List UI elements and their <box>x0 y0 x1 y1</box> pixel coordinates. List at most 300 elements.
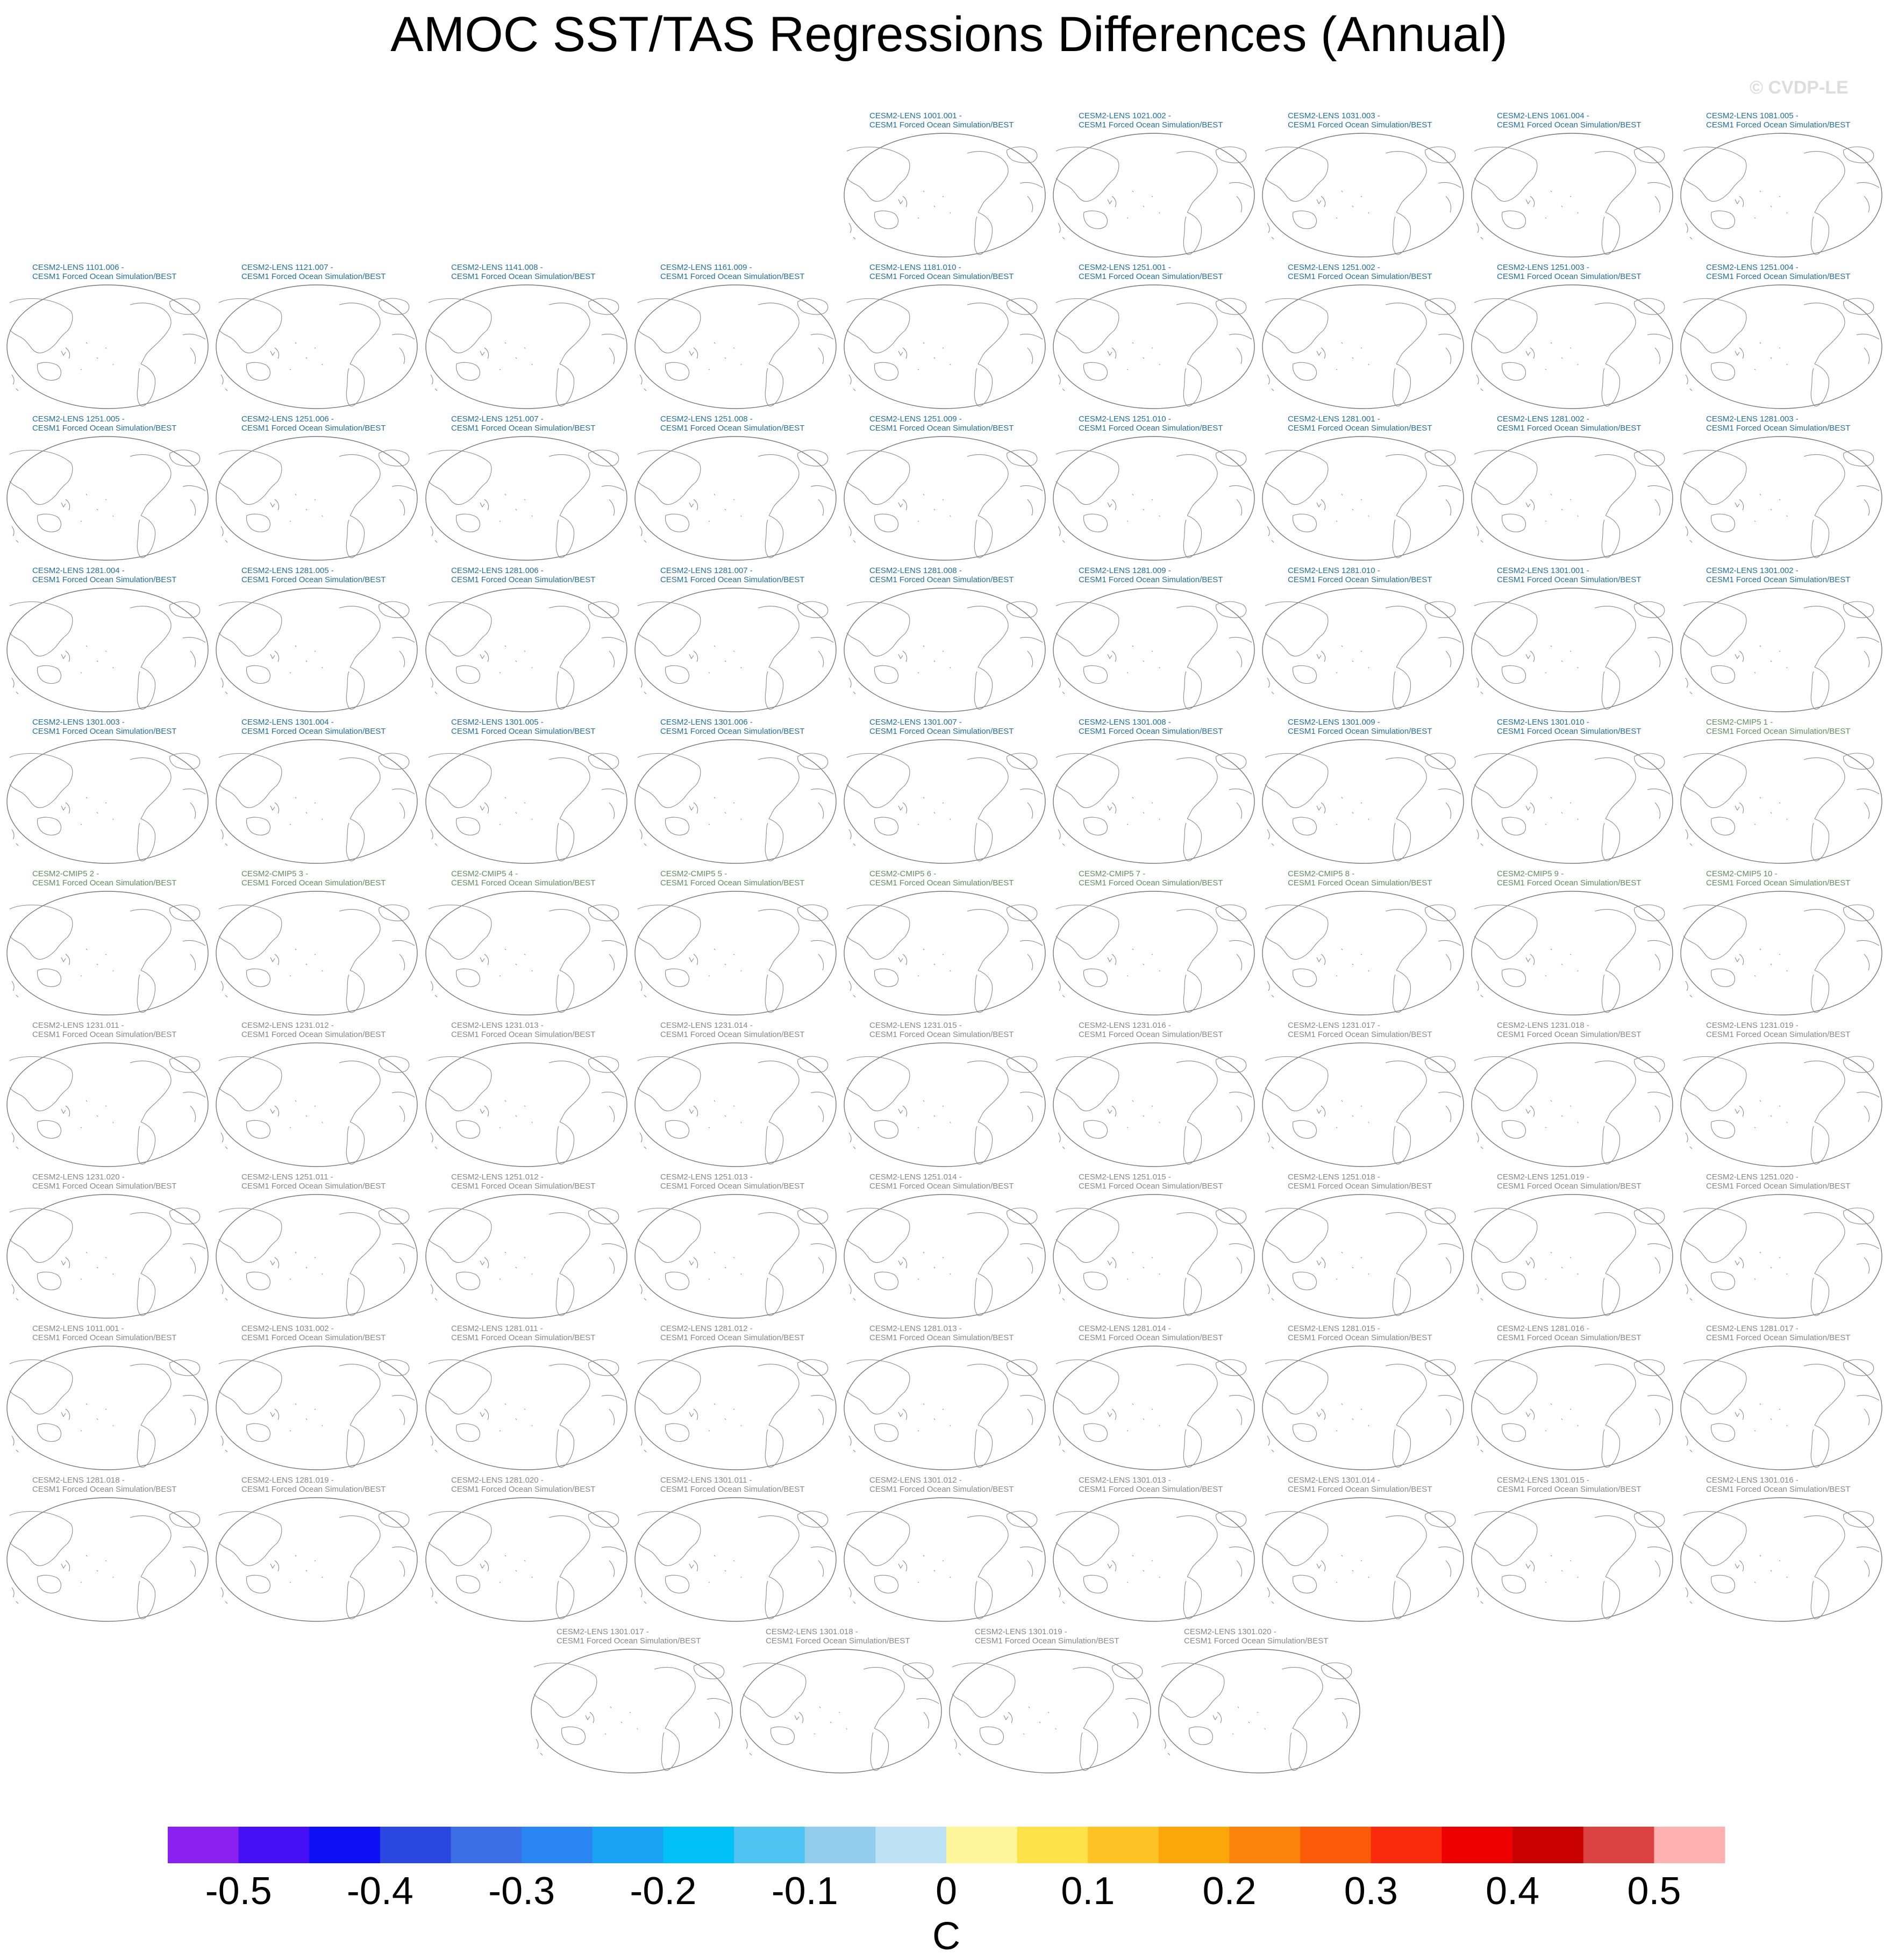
coastline <box>874 211 898 228</box>
coastline <box>1386 758 1426 819</box>
panel-label <box>1497 1172 1641 1191</box>
coastline <box>392 1395 415 1425</box>
coastline <box>1476 1436 1483 1452</box>
coastline <box>811 789 833 819</box>
coastline <box>1183 1577 1201 1619</box>
map-boundary <box>1053 1043 1254 1167</box>
coastline <box>1474 147 1537 201</box>
coastline <box>1502 1575 1525 1593</box>
coastline <box>81 1555 113 1583</box>
coastline <box>1267 375 1274 391</box>
colorbar-tick-label: 0.3 <box>1344 1870 1398 1913</box>
map-panel <box>1052 1021 1261 1167</box>
coastline <box>1647 182 1670 212</box>
coastline <box>1476 375 1483 391</box>
panel-label-reference: CESM1 Forced Ocean Simulation/BEST <box>241 1485 386 1494</box>
coastline <box>1176 606 1217 667</box>
coastline <box>1336 1404 1369 1431</box>
panel-label-reference: CESM1 Forced Ocean Simulation/BEST <box>32 1485 177 1494</box>
world-map <box>215 283 419 410</box>
world-map <box>1261 1041 1465 1168</box>
panel-label <box>869 1172 1014 1191</box>
coastline <box>640 829 646 846</box>
panel-label <box>1288 1172 1432 1191</box>
coastline <box>1804 1364 1845 1425</box>
panel-label-member: CESM2-LENS 1281.008 - <box>869 566 962 575</box>
coastline <box>849 829 855 846</box>
panel-label-reference: CESM1 Forced Ocean Simulation/BEST <box>1497 1485 1642 1494</box>
map-boundary <box>426 891 627 1015</box>
coastline <box>431 375 437 391</box>
panel-label-reference: CESM1 Forced Ocean Simulation/BEST <box>1706 424 1851 433</box>
panel-label-reference: CESM1 Forced Ocean Simulation/BEST <box>1706 727 1851 736</box>
panel-label <box>1079 869 1223 888</box>
coastline <box>290 1100 323 1128</box>
coastline <box>1647 1395 1670 1425</box>
coastline <box>1393 1425 1410 1468</box>
world-map <box>1470 435 1674 562</box>
map-panel <box>948 1627 1158 1773</box>
world-map <box>424 1344 629 1471</box>
coastline <box>1056 1208 1119 1262</box>
coastline <box>849 1133 855 1149</box>
world-map <box>843 586 1047 713</box>
map-boundary <box>1053 1346 1254 1470</box>
panel-label-reference: CESM1 Forced Ocean Simulation/BEST <box>1706 1485 1851 1494</box>
panel-label-reference: CESM1 Forced Ocean Simulation/BEST <box>1288 272 1432 281</box>
world-map <box>5 435 210 562</box>
map-panel <box>1052 566 1261 712</box>
panel-label <box>451 414 595 433</box>
coastline <box>1545 342 1578 370</box>
panel-label-member: CESM2-LENS 1031.002 - <box>241 1324 334 1333</box>
panel-label-member: CESM2-LENS 1301.004 - <box>241 718 334 727</box>
coastline <box>500 1404 532 1431</box>
world-map <box>1052 283 1256 410</box>
coastline <box>974 819 992 861</box>
coastline <box>758 910 799 970</box>
coastline <box>1754 494 1787 521</box>
coastline <box>1317 954 1325 965</box>
coastline <box>1595 303 1636 364</box>
coastline <box>1857 1092 1879 1122</box>
coastline <box>1393 364 1410 406</box>
world-map <box>215 586 419 713</box>
coastline <box>37 969 61 986</box>
coastline <box>1336 1100 1369 1128</box>
coastline <box>638 602 701 656</box>
coastline <box>12 829 18 846</box>
map-boundary <box>1262 1043 1464 1167</box>
coastline <box>1683 1056 1746 1111</box>
coastline <box>130 1516 171 1577</box>
panel-label-reference: CESM1 Forced Ocean Simulation/BEST <box>1497 1182 1642 1191</box>
coastline <box>849 1284 855 1300</box>
panel-label-reference: CESM1 Forced Ocean Simulation/BEST <box>1706 575 1851 584</box>
coastline <box>290 1404 323 1431</box>
coastline <box>1213 1712 1222 1723</box>
coastline <box>1811 516 1829 558</box>
coastline <box>1058 981 1065 997</box>
map-panel <box>1261 869 1471 1015</box>
map-panel <box>1261 1172 1471 1319</box>
map-panel <box>5 718 215 864</box>
coastline <box>1183 212 1201 255</box>
world-map <box>633 283 838 410</box>
coastline <box>1336 1555 1369 1583</box>
coastline <box>640 678 646 694</box>
map-boundary <box>635 285 836 409</box>
panel-label-member: CESM2-LENS 1251.014 - <box>869 1172 962 1182</box>
map-boundary <box>216 1194 417 1318</box>
coastline <box>602 485 624 516</box>
coastline <box>1386 1364 1426 1425</box>
map-boundary <box>635 740 836 863</box>
world-map <box>5 890 210 1017</box>
coastline <box>429 450 491 504</box>
world-map <box>5 283 210 410</box>
world-map <box>424 1041 629 1168</box>
coastline <box>847 450 910 504</box>
coastline <box>847 1208 910 1262</box>
coastline <box>967 455 1008 516</box>
panel-label <box>32 1172 176 1191</box>
map-boundary <box>1681 437 1882 560</box>
map-panel <box>424 566 634 712</box>
coastline <box>1176 303 1217 364</box>
coastline <box>183 334 205 364</box>
map-panel <box>215 1021 424 1167</box>
coastline <box>1386 606 1426 667</box>
coastline <box>1317 499 1325 510</box>
panel-label-member: CESM2-LENS 1161.009 - <box>660 263 752 272</box>
coastline <box>709 342 741 370</box>
coastline <box>709 494 741 521</box>
panel-label-member: CESM2-CMIP5 3 - <box>241 869 309 878</box>
coastline <box>219 753 282 807</box>
coastline <box>1502 969 1525 986</box>
coastline <box>1183 516 1201 558</box>
panel-label-reference: CESM1 Forced Ocean Simulation/BEST <box>1497 1030 1642 1039</box>
coastline <box>811 940 833 970</box>
panel-label <box>451 1172 595 1191</box>
map-panel <box>843 1021 1052 1167</box>
panel-label <box>1079 111 1223 130</box>
coastline <box>1020 1092 1043 1122</box>
coastline <box>765 1577 783 1619</box>
panel-label-member: CESM2-LENS 1281.017 - <box>1706 1324 1799 1333</box>
coastline <box>1545 646 1578 673</box>
coastline <box>954 1739 961 1755</box>
world-map <box>1679 1041 1883 1168</box>
coastline <box>1083 1575 1107 1593</box>
world-map <box>633 1041 838 1168</box>
panel-label-member: CESM2-CMIP5 8 - <box>1288 869 1355 878</box>
coastline <box>290 342 323 370</box>
map-panel <box>633 566 843 712</box>
coastline <box>1476 678 1483 694</box>
coastline <box>12 1133 18 1149</box>
coastline <box>638 1208 701 1262</box>
coastline <box>1545 494 1578 521</box>
panel-label-reference: CESM1 Forced Ocean Simulation/BEST <box>451 1333 596 1342</box>
panel-label-member: CESM2-LENS 1011.001 - <box>32 1324 124 1333</box>
coastline <box>1176 758 1217 819</box>
coastline <box>1176 1213 1217 1274</box>
coastline <box>1686 1284 1692 1300</box>
map-boundary <box>635 437 836 560</box>
world-map <box>424 435 629 562</box>
panel-label <box>660 566 804 584</box>
coastline <box>392 1092 415 1122</box>
coastline <box>1647 940 1670 970</box>
coastline <box>270 1561 279 1571</box>
panel-label-reference: CESM1 Forced Ocean Simulation/BEST <box>869 120 1014 130</box>
panel-label <box>1288 1476 1432 1494</box>
coastline <box>1317 803 1325 813</box>
coastline <box>392 334 415 364</box>
coastline <box>638 1056 701 1111</box>
coastline <box>10 1360 73 1414</box>
coastline <box>918 342 951 370</box>
coastline <box>1265 753 1328 807</box>
coastline <box>1183 819 1201 861</box>
colorbar-tick-label: 0 <box>935 1870 958 1913</box>
coastline <box>707 1698 730 1728</box>
coastline <box>1161 1663 1224 1717</box>
map-boundary <box>216 588 417 712</box>
coastline <box>1502 817 1525 835</box>
coastline <box>1189 1727 1212 1744</box>
coastline <box>974 1577 992 1619</box>
map-boundary <box>1262 437 1464 560</box>
panel-label-reference: CESM1 Forced Ocean Simulation/BEST <box>1497 272 1642 281</box>
coastline <box>480 1561 489 1571</box>
coastline <box>709 1404 741 1431</box>
map-panel <box>843 869 1052 1015</box>
world-map <box>1679 738 1883 865</box>
coastline <box>1183 1425 1201 1468</box>
panel-label <box>1706 1324 1850 1342</box>
world-map <box>843 1496 1047 1623</box>
coastline <box>1317 1409 1325 1420</box>
world-map <box>1261 132 1465 259</box>
coastline <box>61 651 70 662</box>
coastline <box>1083 211 1107 228</box>
coastline <box>602 1092 624 1122</box>
coastline <box>974 667 992 710</box>
panel-label-member: CESM2-LENS 1281.002 - <box>1497 414 1589 424</box>
map-panel <box>633 718 843 864</box>
map-boundary <box>844 1194 1045 1318</box>
map-boundary <box>1472 740 1673 863</box>
panel-label-reference: CESM1 Forced Ocean Simulation/BEST <box>869 575 1014 584</box>
coastline <box>1754 1100 1787 1128</box>
panel-label-member: CESM2-CMIP5 4 - <box>451 869 518 878</box>
coastline <box>1683 1208 1746 1262</box>
coastline <box>1265 905 1328 959</box>
panel-label-member: CESM2-LENS 1251.009 - <box>869 414 962 424</box>
coastline <box>37 1272 61 1290</box>
coastline <box>967 152 1008 212</box>
coastline <box>1267 223 1274 239</box>
coastline <box>549 1364 590 1425</box>
coastline <box>81 1252 113 1279</box>
coastline <box>137 819 155 861</box>
coastline <box>898 1106 907 1117</box>
panel-label-reference: CESM1 Forced Ocean Simulation/BEST <box>241 424 386 433</box>
coastline <box>967 1213 1008 1274</box>
coastline <box>898 1257 907 1268</box>
coastline <box>219 450 282 504</box>
coastline <box>392 485 415 516</box>
map-panel <box>1679 718 1889 864</box>
coastline <box>346 819 364 861</box>
colorbar-tick-label: -0.2 <box>630 1870 697 1913</box>
coastline <box>1474 1208 1537 1262</box>
panel-label-reference: CESM1 Forced Ocean Simulation/BEST <box>869 1333 1014 1342</box>
coastline <box>1545 1100 1578 1128</box>
coastline <box>765 1425 783 1468</box>
coastline <box>1526 499 1535 510</box>
panel-label-reference: CESM1 Forced Ocean Simulation/BEST <box>1706 1030 1851 1039</box>
panel-label-member: CESM2-LENS 1001.001 - <box>869 111 962 120</box>
world-map <box>1052 132 1256 259</box>
panel-label-member: CESM2-LENS 1251.003 - <box>1497 263 1589 272</box>
map-boundary <box>426 1498 627 1621</box>
coastline <box>745 1739 752 1755</box>
coastline <box>1336 949 1369 976</box>
coastline <box>1711 1120 1735 1138</box>
colorbar-tick-label: -0.3 <box>488 1870 555 1913</box>
panel-label-reference: CESM1 Forced Ocean Simulation/BEST <box>451 727 596 736</box>
panel-label-reference: CESM1 Forced Ocean Simulation/BEST <box>1706 878 1851 888</box>
coastline <box>1176 910 1217 970</box>
coastline <box>602 1547 624 1577</box>
world-map <box>424 890 629 1017</box>
coastline <box>874 1575 898 1593</box>
coastline <box>1058 678 1065 694</box>
coastline <box>556 970 574 1013</box>
map-panel <box>1679 263 1889 409</box>
panel-label-member: CESM2-LENS 1251.013 - <box>660 1172 753 1182</box>
coastline <box>1686 829 1692 846</box>
map-boundary <box>1472 1194 1673 1318</box>
panel-label <box>32 414 176 433</box>
map-boundary <box>1053 285 1254 409</box>
panel-label-member: CESM2-LENS 1061.004 - <box>1497 111 1589 120</box>
colorbar-swatch <box>522 1827 593 1863</box>
coastline <box>1393 819 1410 861</box>
coastline <box>849 375 855 391</box>
coastline <box>12 375 18 391</box>
map-panel <box>1679 1172 1889 1319</box>
panel-label-member: CESM2-CMIP5 2 - <box>32 869 99 878</box>
coastline <box>918 1100 951 1128</box>
coastline <box>12 1436 18 1452</box>
map-boundary <box>635 1498 836 1621</box>
coastline <box>1164 1739 1170 1755</box>
panel-label-member: CESM2-LENS 1281.013 - <box>869 1324 962 1333</box>
coastline <box>500 797 532 825</box>
panel-label-reference: CESM1 Forced Ocean Simulation/BEST <box>1079 1485 1223 1494</box>
map-boundary <box>1262 285 1464 409</box>
coastline <box>916 1698 939 1728</box>
world-map <box>633 1193 838 1320</box>
map-boundary <box>1681 588 1882 712</box>
coastline <box>183 485 205 516</box>
coastline <box>556 516 574 558</box>
coastline <box>1804 758 1845 819</box>
coastline <box>640 1587 646 1604</box>
map-boundary <box>844 1346 1045 1470</box>
map-panel <box>633 414 843 561</box>
coastline <box>1526 954 1535 965</box>
coastline <box>1735 651 1744 662</box>
coastline <box>1683 1360 1746 1414</box>
map-boundary <box>844 285 1045 409</box>
colorbar-swatch <box>1300 1827 1371 1863</box>
coastline <box>665 1120 689 1138</box>
coastline <box>549 1061 590 1122</box>
coastline <box>346 970 364 1013</box>
world-map <box>215 1041 419 1168</box>
panel-label <box>869 414 1014 433</box>
world-map <box>843 435 1047 562</box>
panel-label <box>32 1021 176 1039</box>
coastline <box>246 1575 270 1593</box>
map-boundary <box>1681 285 1882 409</box>
coastline <box>1711 817 1735 835</box>
coastline <box>1474 450 1537 504</box>
panel-label-member: CESM2-CMIP5 7 - <box>1079 869 1146 878</box>
coastline <box>689 803 698 813</box>
coastline <box>1289 1728 1307 1771</box>
coastline <box>1386 455 1426 516</box>
coastline <box>1438 1092 1461 1122</box>
coastline <box>1857 1395 1879 1425</box>
coastline <box>1602 819 1619 861</box>
map-panel <box>843 718 1052 864</box>
world-map <box>215 435 419 562</box>
panel-label-reference: CESM1 Forced Ocean Simulation/BEST <box>975 1636 1119 1646</box>
coastline <box>758 303 799 364</box>
coastline <box>480 1257 489 1268</box>
coastline <box>1683 450 1746 504</box>
panel-label <box>451 1021 595 1039</box>
panel-label <box>1288 869 1432 888</box>
panel-label-member: CESM2-LENS 1251.006 - <box>241 414 334 424</box>
coastline <box>549 455 590 516</box>
coastline <box>602 1243 624 1274</box>
panel-label-member: CESM2-LENS 1301.016 - <box>1706 1476 1799 1485</box>
panel-label-reference: CESM1 Forced Ocean Simulation/BEST <box>660 272 805 281</box>
coastline <box>665 666 689 683</box>
coastline <box>61 803 70 813</box>
coastline <box>1686 1436 1692 1452</box>
coastline <box>811 1395 833 1425</box>
coastline <box>61 348 70 359</box>
coastline <box>640 981 646 997</box>
panel-label-reference: CESM1 Forced Ocean Simulation/BEST <box>869 424 1014 433</box>
panel-label-member: CESM2-LENS 1301.005 - <box>451 718 544 727</box>
coastline <box>1711 1272 1735 1290</box>
panel-label <box>1706 414 1850 433</box>
colorbar-swatch <box>875 1827 946 1863</box>
coastline <box>1804 910 1845 970</box>
coastline <box>758 758 799 819</box>
coastline <box>638 1360 701 1414</box>
